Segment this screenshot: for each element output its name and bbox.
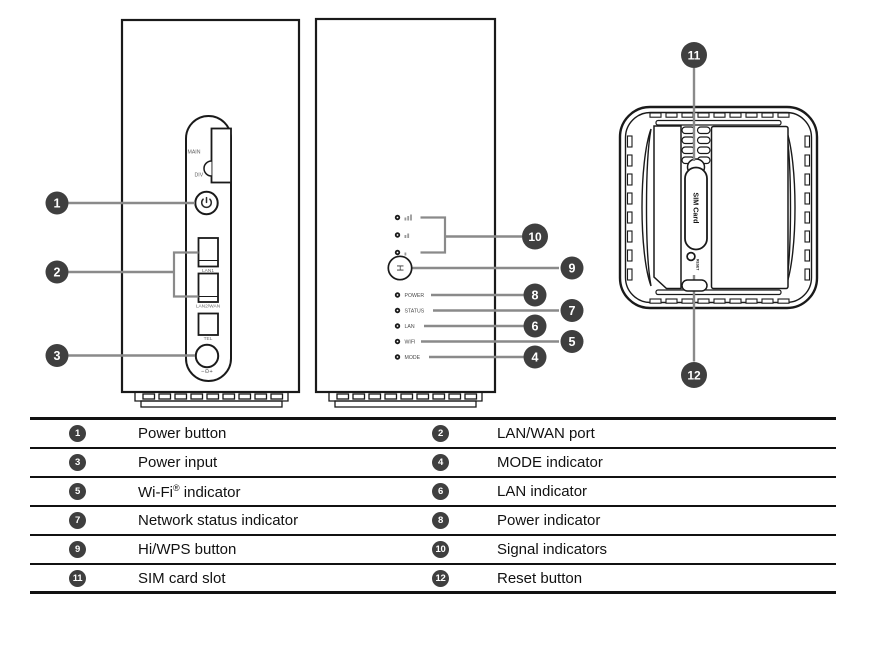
callout-9-number: 9 [568, 261, 576, 276]
polarity-label: −⊙+ [201, 369, 213, 375]
callout-11-number: 11 [687, 48, 701, 63]
reset-label: RESET [695, 259, 700, 271]
table-cell [30, 541, 432, 558]
hi-logo-icon: H [395, 264, 405, 272]
signal-bars-icon-1 [405, 253, 407, 256]
bottom-vent-dashes [650, 299, 789, 303]
table-row [30, 507, 836, 536]
callout-4 [524, 346, 547, 369]
status-led-label: STATUS [404, 308, 425, 315]
device-bottom-view [620, 107, 817, 308]
callout-3-number: 3 [53, 349, 61, 363]
legend-label: Power button [138, 425, 227, 442]
device-back-view [122, 20, 299, 407]
callout-9 [561, 257, 584, 280]
sim-card-label: SIM Card [691, 192, 701, 224]
table-cell [432, 512, 836, 529]
table-cell [30, 454, 432, 471]
callout-7-number: 7 [568, 304, 576, 318]
callout-1 [46, 192, 69, 215]
callout-badge: 3 [69, 454, 86, 471]
base-vent-dashes [337, 394, 477, 399]
callout-badge: 1 [69, 425, 86, 442]
legend-label: SIM card slot [138, 569, 226, 587]
table-row [30, 420, 836, 449]
callout-5-number: 5 [568, 335, 576, 349]
power-button [195, 192, 217, 214]
callout-8-number: 8 [531, 288, 539, 303]
sim-card-slot [685, 159, 707, 250]
callout-badge: 6 [432, 483, 449, 500]
table-row [30, 536, 836, 565]
callout-6 [524, 315, 547, 338]
callout-10-number: 10 [528, 230, 542, 244]
legend-label: Reset button [497, 569, 583, 587]
lan1-label: LAN1 [202, 268, 214, 274]
legend-label [138, 483, 241, 501]
callout-3 [46, 344, 69, 367]
callout-badge: 10 [432, 541, 449, 558]
mode-led-label: MODE [404, 355, 421, 362]
table-row [30, 449, 836, 478]
legend-label: LAN/WAN port [497, 425, 595, 442]
callout-2-number: 2 [53, 265, 61, 280]
callout-badge: 7 [69, 512, 86, 529]
bottom-small-slot [682, 280, 707, 291]
callout-1-number: 1 [53, 196, 61, 211]
table-cell [432, 425, 836, 442]
legend-label: MODE indicator [497, 454, 603, 471]
legend-label: Network status indicator [138, 512, 299, 529]
lan2-wan-port [199, 274, 219, 303]
registered-mark: ® [172, 482, 180, 493]
callout-8 [524, 284, 547, 307]
table-cell [432, 541, 836, 558]
callout-2 [46, 261, 69, 284]
legend-label: Hi/WPS button [138, 541, 237, 558]
table-cell [30, 483, 432, 501]
right-panel [712, 127, 789, 289]
table-cell [432, 483, 836, 500]
table-cell [30, 570, 432, 587]
legend-table [30, 417, 836, 594]
callout-7 [561, 299, 584, 322]
front-body [316, 19, 495, 392]
lan-led-label: LAN [404, 324, 415, 331]
callout-12 [681, 362, 707, 388]
callout-badge: 4 [432, 454, 449, 471]
table-cell [30, 512, 432, 529]
tel-port [199, 314, 219, 336]
callout-4-number: 4 [531, 350, 539, 365]
callout-badge: 8 [432, 512, 449, 529]
tel-label: TEL [203, 337, 213, 342]
antenna-cover [212, 129, 232, 183]
legend-label: Power indicator [497, 512, 601, 529]
front-base [329, 392, 482, 407]
table-cell [432, 570, 836, 587]
callout-12-number: 12 [687, 368, 701, 383]
top-vent-dashes [650, 113, 789, 117]
callout-10 [522, 224, 548, 250]
main-antenna-label: MAIN [187, 149, 201, 156]
power-led-label: POWER [404, 293, 425, 300]
div-antenna-label: DIV [194, 172, 204, 179]
power-input [196, 345, 218, 367]
callout-badge: 9 [69, 541, 86, 558]
callout-badge: 12 [432, 570, 449, 587]
wifi-label-text: Wi-Fi [138, 483, 173, 501]
device-front-view [316, 19, 495, 407]
table-cell [432, 454, 836, 471]
lan1-port [199, 238, 219, 267]
lan2-wan-label: LAN2/WAN [195, 304, 221, 310]
callout-badge: 11 [69, 570, 86, 587]
callout-5 [561, 330, 584, 353]
base-vent-dashes [143, 394, 283, 399]
callout-badge: 5 [69, 483, 86, 500]
table-row [30, 565, 836, 594]
legend-label: LAN indicator [497, 483, 588, 500]
legend-label: Signal indicators [497, 541, 608, 558]
callout-badge: 2 [432, 425, 449, 442]
table-cell [30, 425, 432, 442]
callout-6-number: 6 [531, 319, 539, 334]
legend-label: Power input [138, 454, 218, 471]
wifi-label-text: indicator [179, 483, 241, 501]
table-row [30, 478, 836, 507]
callout-11 [681, 42, 707, 68]
left-panel [654, 126, 681, 289]
hi-wps-button [388, 256, 411, 279]
back-base [135, 392, 288, 407]
wifi-led-label: WIFI [404, 339, 416, 346]
